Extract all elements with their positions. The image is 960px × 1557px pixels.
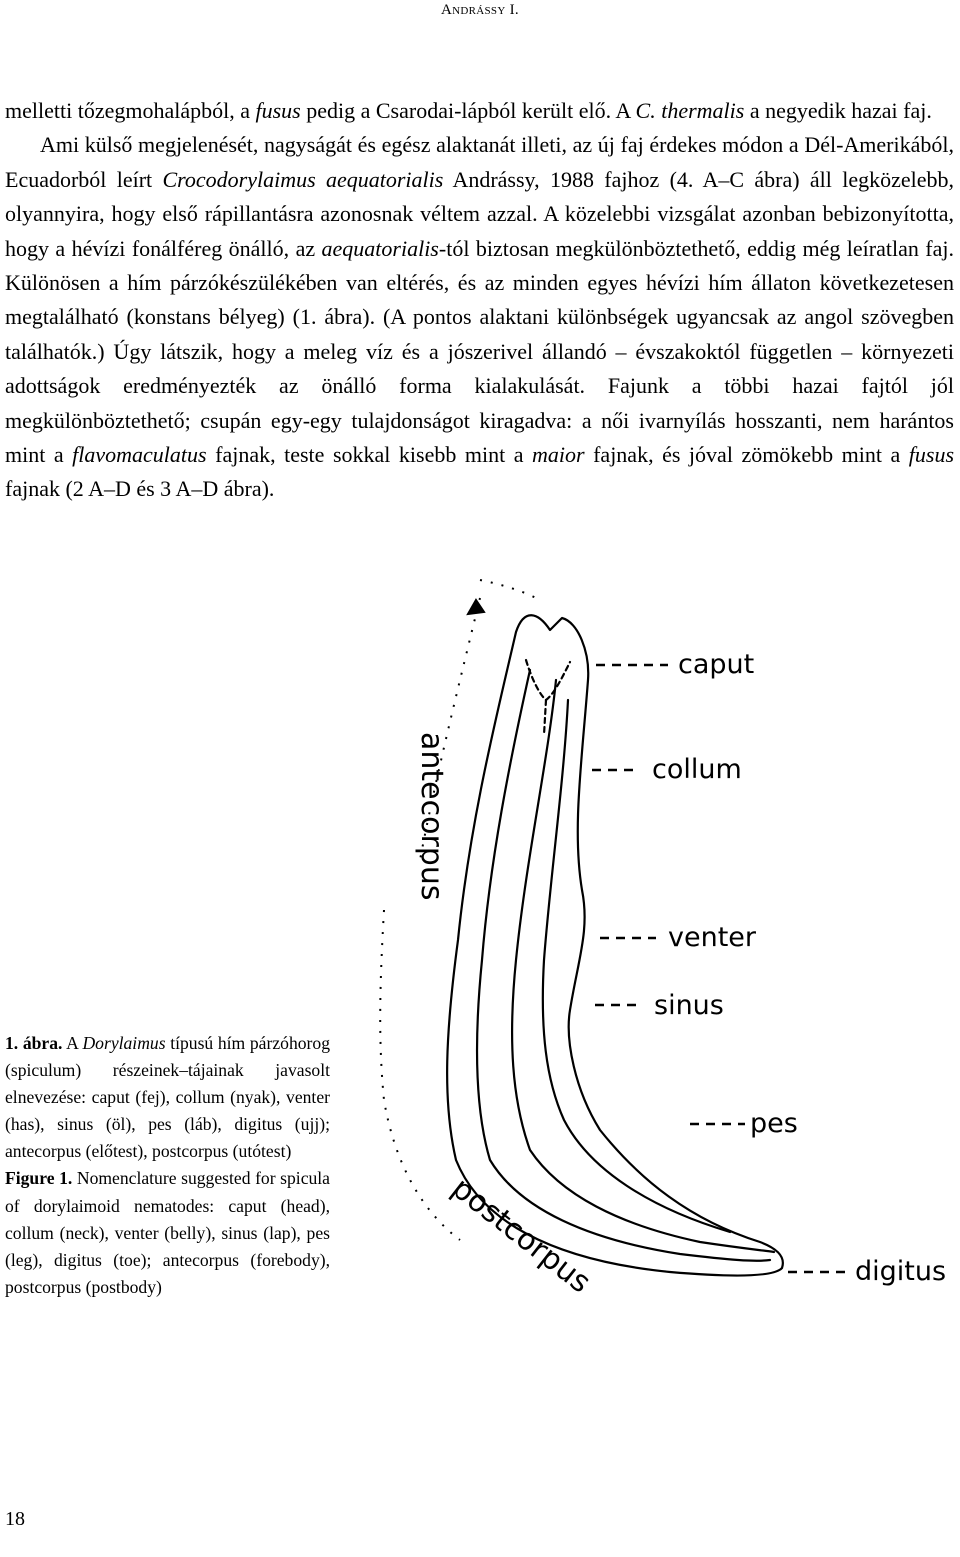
- caption-english: [5, 1165, 330, 1300]
- paragraph-segment: fajnak (2 A–D és 3 A–D ábra).: [5, 476, 275, 502]
- caption-segment: A: [62, 1033, 83, 1053]
- body-text: [5, 94, 954, 507]
- label-venter: venter: [668, 922, 757, 953]
- paragraph-segment: fusus: [908, 442, 955, 468]
- paragraph-1: [5, 94, 954, 128]
- paragraph-segment: melletti tőzegmohalápból, a: [5, 98, 256, 123]
- label-pes: pes: [750, 1108, 798, 1139]
- paragraph-segment: Crocodorylaimus aequatorialis: [162, 166, 444, 192]
- label-sinus: sinus: [654, 990, 724, 1021]
- label-postcorpus: postcorpus: [445, 1170, 598, 1301]
- spiculum-drawing: [350, 560, 960, 1330]
- paragraph-segment: fajnak, teste sokkal kisebb mint a: [206, 442, 533, 468]
- spiculum-figure: [350, 560, 960, 1330]
- page-number: 18: [5, 1508, 25, 1530]
- paragraph-segment: pedig a Csarodai-lápból került elő. A: [300, 98, 636, 123]
- caption-segment: 1. ábra.: [5, 1033, 63, 1053]
- paragraph-segment: fusus: [255, 98, 301, 123]
- paragraph-segment: Andrássy, 1988 fajhoz (4. A–C ábra) áll legközelebb, olyannyira, hogy első rápillantásra azonosnak véltem azzal. A közelebbi vizsgálat azonban bebizonyította, hogy a hévízi fonálféreg önálló, az: [5, 166, 954, 261]
- running-header: [0, 2, 960, 19]
- caption-segment: Figure 1.: [5, 1168, 73, 1189]
- paragraph-segment: -tól biztosan megkülönböztethető, eddig még leíratlan faj. Különösen a hím párzókészülékében van eltérés, és az minden egyes hévízi hím állaton következetesen megtalálható (konstans bélyeg) (1. ábra). (A pontos alaktani különbségek ugyancsak az angol szövegben találhatók.) Úgy látszik, hogy a meleg víz és a jószerivel állandó – évszakoktól független – környezeti adottságok eredményezték az önálló forma kialakulását. Fajunk a többi hazai fajtól jól megkülönböztethető; csupán egy-egy tulajdonságot kiragadva: a női ivarnyílás hosszanti, nem harántos mint a: [5, 235, 954, 468]
- caption-hungarian: [5, 1030, 330, 1165]
- label-antecorpus: antecorpus: [414, 732, 449, 901]
- caption-segment: Dorylaimus: [82, 1033, 166, 1053]
- paragraph-segment: C. thermalis: [635, 98, 745, 123]
- figure-caption: [5, 1030, 330, 1301]
- caption-segment: Nomenclature suggested for spicula of dorylaimoid nematodes: caput (head), collum (neck), venter (belly), sinus (lap), pes (leg), digitus (toe); antecorpus (forebody), postcorpus (postbody): [5, 1168, 330, 1297]
- spiculum-head-detail: [526, 660, 570, 700]
- label-digitus: digitus: [855, 1256, 947, 1287]
- paragraph-segment: flavomaculatus: [72, 442, 207, 468]
- label-caput: caput: [678, 649, 755, 680]
- paragraph-segment: a negyedik hazai faj.: [744, 98, 932, 123]
- paragraph-segment: maior: [532, 442, 585, 468]
- label-collum: collum: [652, 754, 742, 785]
- caption-segment: típusú hím párzóhorog (spiculum) részeinek–tájainak javasolt elnevezése: caput (fej), collum (nyak), venter (has), sinus (öl), pes (láb), digitus (ujj); antecorpus (előtest), postcorpus (utótest): [5, 1033, 330, 1162]
- paragraph-segment: Ami külső megjelenését, nagyságát és egész alaktanát illeti, az új faj érdekes módon a Dél-Amerikából, Ecuadorból leírt: [5, 132, 954, 192]
- paragraph-segment: fajnak, és jóval zömökebb mint a: [584, 442, 909, 468]
- paragraph-segment: aequatorialis: [321, 235, 439, 261]
- paragraph-2: [5, 128, 954, 506]
- header-author: Andrássy I.: [441, 2, 519, 18]
